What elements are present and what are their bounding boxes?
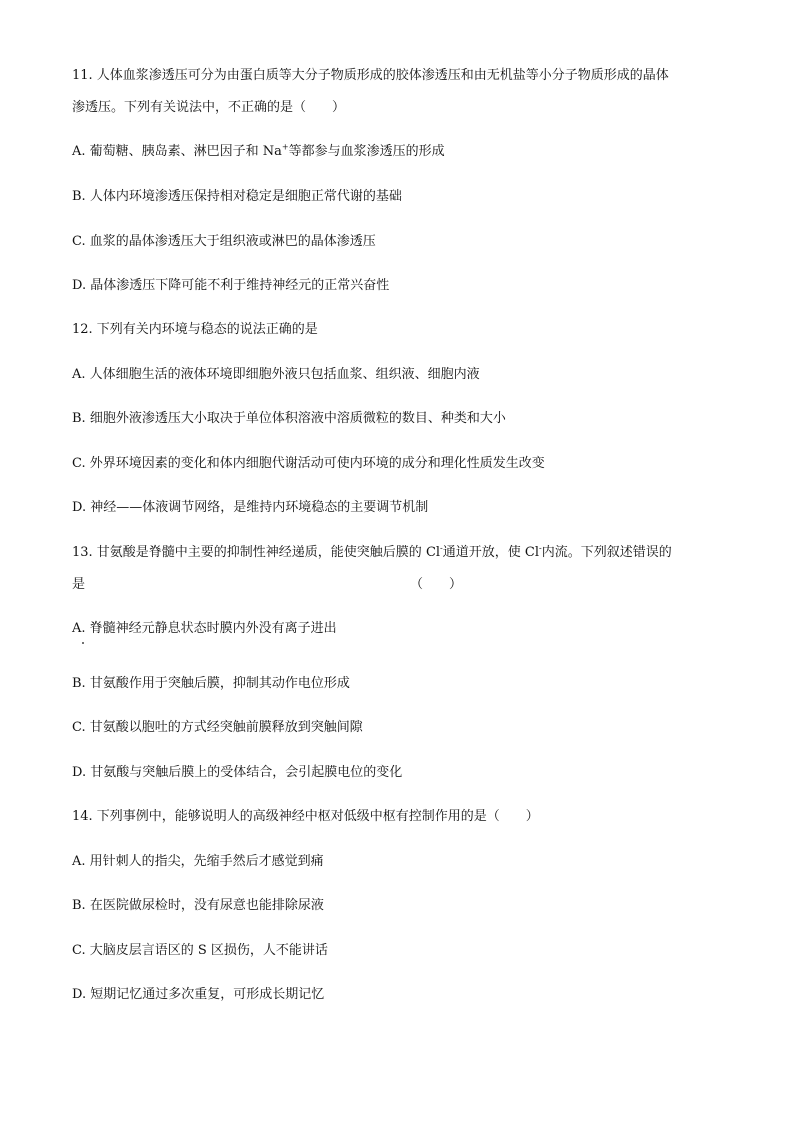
q11-option-a-text-end: 等都参与血浆渗透压的形成	[288, 144, 445, 159]
q11-stem-line2: 渗透压。下列有关说法中，不正确的是（ ）	[72, 100, 346, 115]
q11-stem-line1: 11. 人体血浆渗透压可分为由蛋白质等大分子物质形成的胶体渗透压和由无机盐等小分子物质形成的晶体	[72, 68, 669, 83]
q13-stem-sup1: -	[440, 543, 443, 553]
q11-option-a-sup: +	[281, 142, 289, 152]
q12-option-d: D. 神经——体液调节网络，是维持内环境稳态的主要调节机制	[72, 500, 429, 515]
q14-option-c: C. 大脑皮层言语区的 S 区损伤，人不能讲话	[72, 943, 328, 958]
q14-stem: 14. 下列事例中，能够说明人的高级神经中枢对低级中枢有控制作用的是（ ）	[72, 809, 539, 824]
q12-option-b: B. 细胞外液渗透压大小取决于单位体积溶液中溶质微粒的数目、种类和大小	[72, 411, 506, 426]
q13-stem-line2: 是	[72, 577, 86, 592]
q11-option-a	[72, 143, 722, 161]
q12-option-c: C. 外界环境因素的变化和体内细胞代谢活动可使内环境的成分和理化性质发生改变	[72, 456, 545, 471]
q13-stem-sup2: -	[539, 543, 542, 553]
q11-option-a-text: A. 葡萄糖、胰岛素、淋巴因子和 Na	[72, 144, 282, 159]
q13-option-c: C. 甘氨酸以胞吐的方式经突触前膜释放到突触间隙	[72, 720, 363, 735]
q13-option-b: B. 甘氨酸作用于突触后膜，抑制其动作电位形成	[72, 676, 350, 691]
q13-stem-line1	[72, 544, 722, 562]
q13-stem-text: 13. 甘氨酸是脊髓中主要的抑制性神经递质，能使突触后膜的 Cl	[72, 545, 441, 560]
q14-option-d: D. 短期记忆通过多次重复，可形成长期记忆	[72, 987, 325, 1002]
q14-option-a: A. 用针刺人的指尖，先缩手然后才感觉到痛	[72, 854, 324, 869]
q11-option-c: C. 血浆的晶体渗透压大于组织液或淋巴的晶体渗透压	[72, 234, 376, 249]
q14-option-b: B. 在医院做尿检时，没有尿意也能排除尿液	[72, 898, 324, 913]
q11-option-d: D. 晶体渗透压下降可能不利于维持神经元的正常兴奋性	[72, 278, 390, 293]
q13-stem-text-end: 内流。下列叙述错误的	[541, 545, 672, 560]
q13-option-d: D. 甘氨酸与突触后膜上的受体结合，会引起膜电位的变化	[72, 765, 403, 780]
q12-option-a: A. 人体细胞生活的液体环境即细胞外液只包括血浆、组织液、细胞内液	[72, 367, 480, 382]
stray-dot-mark	[82, 642, 84, 644]
q13-stem-text-mid: 通道开放，使 Cl	[442, 545, 539, 560]
q12-stem: 12. 下列有关内环境与稳态的说法正确的是	[72, 322, 318, 337]
q11-option-b: B. 人体内环境渗透压保持相对稳定是细胞正常代谢的基础	[72, 189, 402, 204]
q13-option-a: A. 脊髓神经元静息状态时膜内外没有离子进出	[72, 621, 337, 636]
q13-answer-bracket: （ ）	[410, 577, 463, 592]
